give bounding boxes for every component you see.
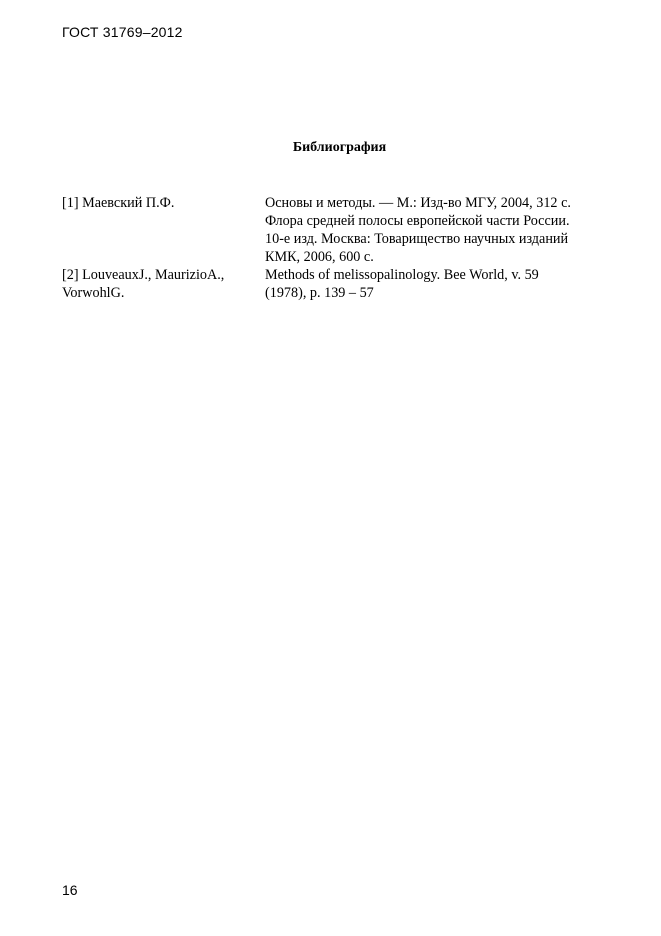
bibliography-entry (62, 266, 622, 302)
entry-source: Methods of melissopalinology. Bee World, v. 59 (1978), p. 139 – 57 (265, 267, 539, 301)
page-title: Библиография (292, 140, 387, 155)
page-number: 16 (62, 882, 78, 898)
entry-author: [2] LouveauxJ., MaurizioA., VorwohlG. (62, 267, 225, 301)
entry-source: Основы и методы. — М.: Изд-во МГУ, 2004, 312 с. Флора средней полосы европейской части России. 10-е изд. Москва: Товарищество научных изданий КМК, 2006, 600 с. (265, 195, 571, 265)
bibliography-list (62, 194, 622, 302)
document-header: ГОСТ 31769–2012 (62, 24, 183, 40)
entry-author: [1] Маевский П.Ф. (62, 195, 175, 211)
bibliography-entry (62, 194, 622, 266)
